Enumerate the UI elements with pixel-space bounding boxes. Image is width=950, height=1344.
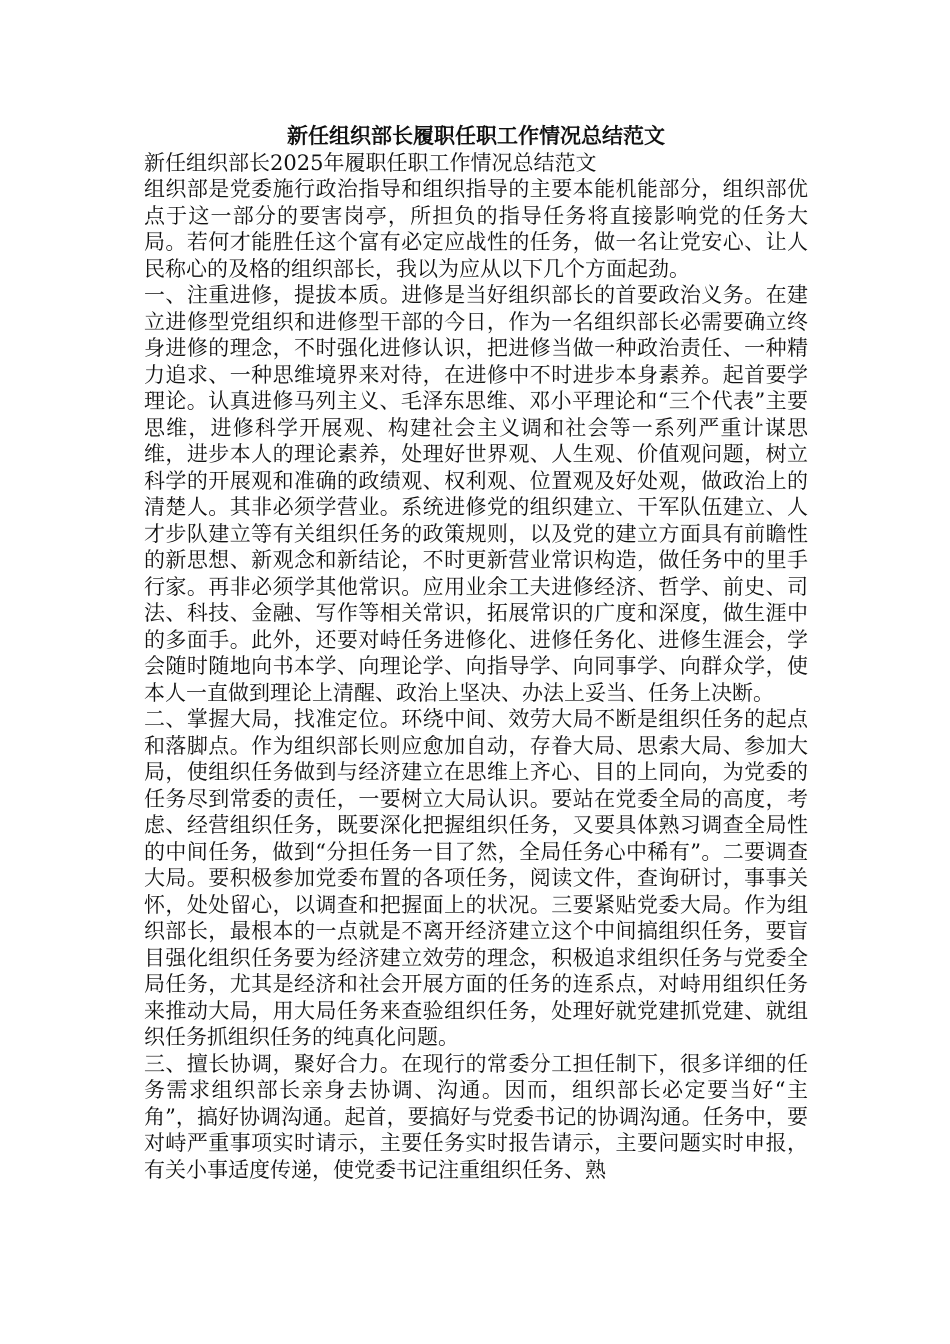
paragraph-section-1: 一、注重进修，提拔本质。进修是当好组织部长的首要政治义务。在建立进修型党组织和进修型干部的今日，作为一名组织部长必需要确立终身进修的理念，不时强化进修认识，把进修当做一种政治责任、一种精力追求、一种思维境界来对待，在进修中不时进步本身素养。起首要学理论。认真进修马列主义、毛泽东思维、邓小平理论和“三个代表”主要思维，进修科学开展观、构建社会主义调和社会等一系列严重计谋思维，进步本人的理论素养，处理好世界观、人生观、价值观问题，树立科学的开展观和准确的政绩观、权利观、位置观及好处观，做政治上的清楚人。其非必须学营业。系统进修党的组织建立、干军队伍建立、人才步队建立等有关组织任务的政策规则，以及党的建立方面具有前瞻性的新思想、新观念和新结论，不时更新营业常识构造，做任务中的里手行家。再非必须学其他常识。应用业余工夫进修经济、哲学、前史、司法、科技、金融、写作等相关常识，拓展常识的广度和深度，做生涯中的多面手。此外，还要对峙任务进修化、进修任务化、进修生涯会，学会随时随地向书本学、向理论学、向指导学、向同事学、向群众学，使本人一直做到理论上清醒、政治上坚决、办法上妥当、任务上决断。: [144, 283, 808, 705]
document-subtitle: 新任组织部长2025年履职任职工作情况总结范文: [144, 150, 597, 175]
paragraph-section-2: 二、掌握大局，找准定位。环绕中间、效劳大局不断是组织任务的起点和落脚点。作为组织部长则应愈加自动，存眷大局、思索大局、参加大局，使组织任务做到与经济建立在思维上齐心、目的上同向，为党委的任务尽到常委的责任，一要树立大局认识。要站在党委全局的高度，考虑、经营组织任务，既要深化把握组织任务，又要具体熟习调查全局性的中间任务，做到“分担任务一目了然，全局任务心中稀有”。二要调查大局。要积极参加党委布置的各项任务，阅读文件，查询研讨，事事关怀，处处留心，以调查和把握面上的状况。三要紧贴党委大局。作为组织部长，最根本的一点就是不离开经济建立这个中间搞组织任务，要盲目强化组织任务要为经济建立效劳的理念，积极追求组织任务与党委全局任务，尤其是经济和社会开展方面的任务的连系点，对峙用组织任务来推动大局，用大局任务来查验组织任务，处理好就党建抓党建、就组织任务抓组织任务的纯真化问题。: [144, 707, 808, 1049]
document-page: [144, 123, 808, 1183]
paragraph-intro: 组织部是党委施行政治指导和组织指导的主要本能机能部分，组织部优点于这一部分的要害岗亭，所担负的指导任务将直接影响党的任务大局。若何才能胜任这个富有必定应战性的任务，做一名让党安心、让人民称心的及格的组织部长，我以为应从以下几个方面起劲。: [144, 177, 808, 281]
paragraph-section-3: 三、擅长协调，聚好合力。在现行的常委分工担任制下，很多详细的任务需求组织部长亲身去协调、沟通。因而，组织部长必定要当好“主角”，搞好协调沟通。起首，要搞好与党委书记的协调沟通。任务中，要对峙严重事项实时请示，主要任务实时报告请示，主要问题实时申报，有关小事适度传递，使党委书记注重组织任务、熟: [144, 1051, 808, 1182]
document-title: 新任组织部长履职任职工作情况总结范文: [287, 123, 665, 148]
